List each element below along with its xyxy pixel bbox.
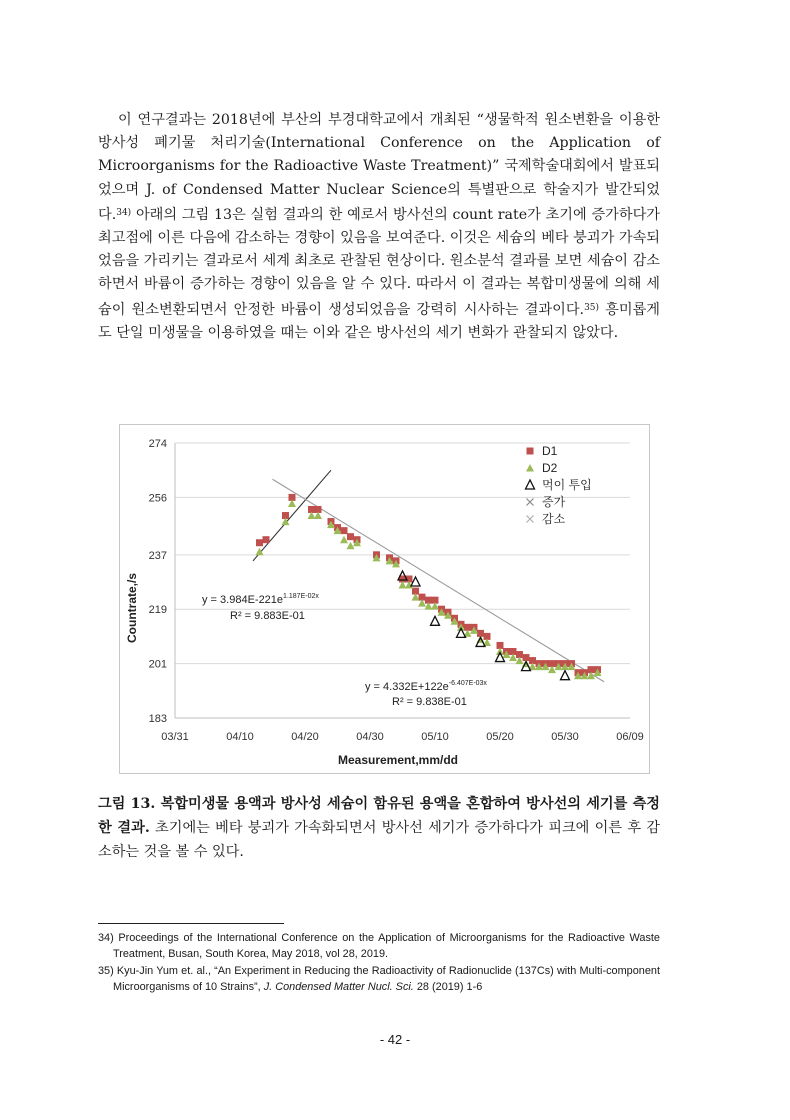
- caption-bold-text: 복합미생물 용액과 방사성 세슘이 함유된 용액을 혼합하여 방사선의 세기를 측정한 결과.: [98, 796, 660, 836]
- equation-decrease-exponent: -6.407E-03x: [448, 680, 487, 687]
- data-point-d1: [347, 533, 354, 540]
- data-point-d2: [256, 548, 264, 556]
- x-tick-label: 06/09: [616, 731, 644, 743]
- x-tick-label: 04/10: [226, 731, 254, 743]
- legend-label: D2: [542, 461, 558, 475]
- legend-marker-fit: [527, 516, 534, 523]
- data-point-d1: [256, 539, 263, 546]
- x-tick-label: 05/30: [551, 731, 579, 743]
- legend-label: 증가: [542, 495, 566, 509]
- legend-marker-feed: [526, 480, 535, 489]
- legend-label: 먹이 투입: [542, 478, 592, 492]
- page-number: - 42 -: [379, 1032, 411, 1047]
- legend-marker-d1: [527, 448, 534, 455]
- r2-decrease: R² = 9.838E-01: [392, 696, 467, 708]
- equation-increase-base: y = 3.984E-221e: [202, 594, 284, 606]
- x-tick-label: 04/30: [356, 731, 384, 743]
- y-tick-label: 183: [148, 713, 167, 725]
- footnotes: [98, 931, 660, 997]
- footnote-35-authors: 35) Kyu-Jin Yum et. al., “An Experiment in Reducing the Radioactivity of Radionuclide (137Cs) with Multi-component Microorganisms of 10 Strains”,: [98, 965, 660, 993]
- y-tick-label: 219: [148, 604, 167, 617]
- x-tick-label: 05/10: [421, 731, 449, 743]
- y-tick-label: 237: [148, 549, 167, 562]
- paragraph-part-2: 아래의 그림 13은 실험 결과의 한 예로서 방사선의 count rate가 초기에 증가하다가 최고점에 이른 다음에 감소하는 경향이 있음을 보여준다. 이것은 세슘의 베타 붕괴가 가속되었음을 가리키는 결과로서 세계 최초로 관찰된 현상이다. 원소분석 결과를 보면 세슘이 감소하면서 바륨이 증가하는 경향이 있음을 알 수 있다. 따라서 이 결과는 복합미생물에 의해 세슘이 원소변환되면서 안정한 바륨이 생성되었음을 강력히 시사하는 결과이다.: [98, 206, 660, 318]
- legend-label: D1: [542, 444, 558, 458]
- footnote-35-journal: J. Condensed Matter Nucl. Sci.: [263, 980, 414, 993]
- figure-caption: [98, 792, 660, 864]
- equation-decrease-base: y = 4.332E+122e: [365, 681, 449, 693]
- y-axis-label: Countrate,/s: [125, 572, 139, 644]
- data-point-d1: [263, 536, 270, 543]
- footnote-ref-35[interactable]: 35): [584, 302, 600, 313]
- data-point-d2: [340, 536, 348, 544]
- footnote-35-volume: 28 (2019) 1-6: [413, 980, 483, 993]
- data-point-d1: [341, 527, 348, 534]
- caption-label: 그림 13.: [98, 796, 156, 812]
- equation-increase-exponent: 1.187E-02x: [283, 593, 319, 600]
- footnote-divider: [98, 923, 284, 924]
- footnote-35: [98, 964, 660, 995]
- paragraph-part-1: 이 연구결과는 2018년에 부산의 부경대학교에서 개최된 “생물학적 원소변환을 이용한 방사성 폐기물 처리기술(International Conference on the Application of Microorganisms for the Radioactive Waste Treatment)” 국제학술대회에서 발표되었으며 J. of Condensed Matter Nuclear Science의 특별판으로 학술지가 발간되었다.: [98, 112, 660, 223]
- legend-marker-d2: [526, 464, 534, 472]
- r2-increase: R² = 9.883E-01: [230, 610, 305, 622]
- data-point-feed: [431, 616, 440, 625]
- data-point-feed: [561, 671, 570, 680]
- legend: [526, 444, 592, 526]
- legend-marker-fit: [527, 499, 534, 506]
- y-tick-label: 274: [148, 438, 167, 450]
- x-axis-label: Measurement,mm/dd: [337, 753, 459, 767]
- y-tick-label: 201: [148, 658, 167, 671]
- x-tick-label: 05/20: [486, 731, 514, 743]
- svg-text:y = 3.984E-221e1.187E-02x: [202, 593, 319, 606]
- equation-decrease: [365, 680, 487, 708]
- body-text: [98, 109, 660, 345]
- figure-chart: [119, 424, 650, 774]
- x-tick-label: 03/31: [161, 731, 189, 743]
- countrate-chart: [120, 425, 649, 773]
- paragraph: [98, 109, 660, 345]
- footnote-ref-34[interactable]: 34): [116, 207, 132, 218]
- legend-label: 감소: [542, 512, 566, 526]
- footnote-34: 34) Proceedings of the International Conference on the Application of Microorganisms for the Radioactive Waste Treatment, Busan, South Korea, May 2018, vol 28, 2019.: [98, 932, 660, 960]
- y-tick-label: 256: [148, 492, 167, 505]
- x-tick-label: 04/20: [291, 731, 319, 743]
- caption-text: 초기에는 베타 붕괴가 가속화되면서 방사선 세기가 증가하다가 피크에 이른 후 감소하는 것을 볼 수 있다.: [98, 820, 660, 860]
- paragraph-part-3: 흥미롭게도 단일 미생물을 이용하였을 때는 이와 같은 방사선의 세기 변화가 관찰되지 않았다.: [98, 301, 660, 341]
- equation-increase: [202, 593, 319, 622]
- fit-line: [273, 479, 605, 681]
- svg-text:y = 4.332E+122e-6.407E-03x: [365, 680, 487, 693]
